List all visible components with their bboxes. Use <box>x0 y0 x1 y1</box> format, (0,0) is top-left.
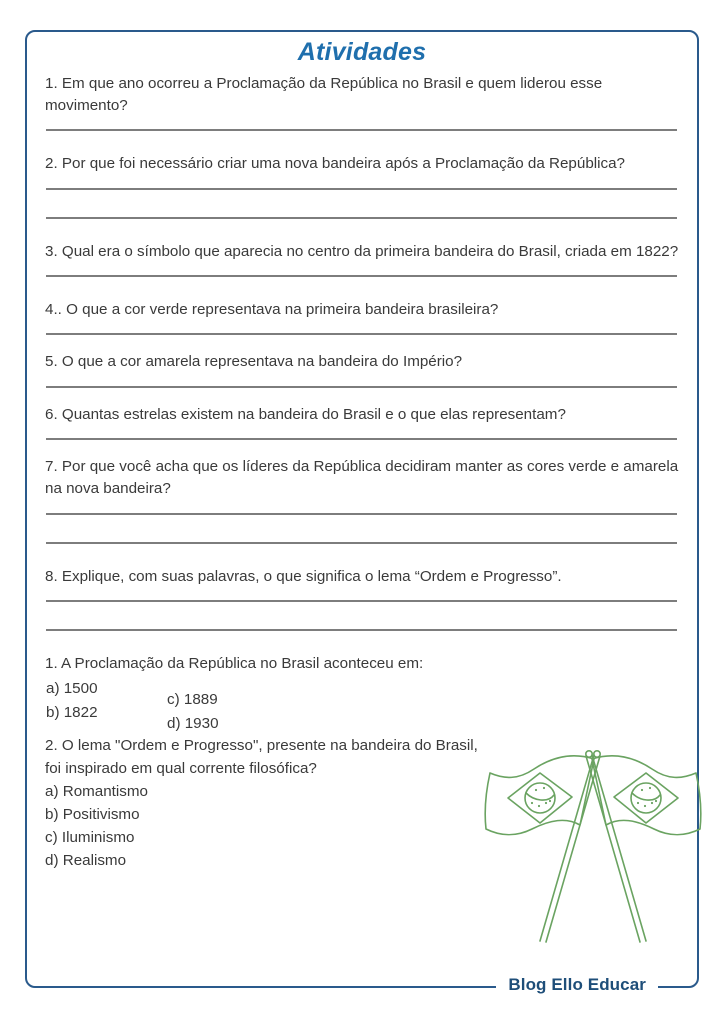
mc-question-text-1: 1. A Proclamação da República no Brasil aconteceu em: <box>45 654 424 672</box>
mc-question-text-2: 2. O lema "Ordem e Progresso", presente na bandeira do Brasil, foi inspirado em qual corrente filosófica? <box>45 737 478 777</box>
spacer <box>45 131 679 153</box>
page-title: Atividades <box>297 38 427 66</box>
question-block-6 <box>45 404 679 440</box>
question-block-7 <box>45 456 679 544</box>
brand-label: Blog Ello Educar <box>496 975 658 995</box>
question-block-4 <box>45 299 679 335</box>
mc-option-c[interactable]: c) Iluminismo <box>45 829 135 847</box>
question-text-5: 5. O que a cor amarela representava na bandeira do Império? <box>45 353 463 371</box>
spacer <box>45 631 679 653</box>
question-text-8: 8. Explique, com suas palavras, o que significa o lema “Ordem e Progresso”. <box>45 567 562 585</box>
answer-line[interactable] <box>46 188 677 190</box>
worksheet-content <box>25 30 699 988</box>
mc-option-a[interactable]: a) 1500 <box>46 680 98 698</box>
question-text-1: 1. Em que ano ocorreu a Proclamação da República no Brasil e quem liderou esse movimento? <box>45 74 603 114</box>
answer-lines-2 <box>45 188 679 219</box>
mc-options-right-column <box>167 688 219 735</box>
question-text-4: 4.. O que a cor verde representava na primeira bandeira brasileira? <box>45 300 499 318</box>
question-text-6: 6. Quantas estrelas existem na bandeira do Brasil e o que elas representam? <box>45 405 566 423</box>
mc-option-a[interactable]: a) Romantismo <box>45 782 148 800</box>
answer-lines-7 <box>45 513 679 544</box>
mc-options-left-column <box>46 677 98 724</box>
mc-options-columns-1 <box>45 677 679 732</box>
question-text-3: 3. Qual era o símbolo que aparecia no centro da primeira bandeira do Brasil, criada em 1822? <box>45 242 679 260</box>
answer-lines-8 <box>45 600 679 631</box>
spacer <box>45 440 679 456</box>
question-block-1 <box>45 73 679 132</box>
spacer <box>45 544 679 566</box>
mc-option-d[interactable]: d) 1930 <box>167 714 219 732</box>
spacer <box>45 388 679 404</box>
spacer <box>45 335 679 351</box>
multiple-choice-block-2 <box>45 735 485 872</box>
mc-option-c[interactable]: c) 1889 <box>167 691 218 709</box>
question-text-2: 2. Por que foi necessário criar uma nova bandeira após a Proclamação da República? <box>45 155 625 173</box>
mc-options-2 <box>45 780 485 872</box>
answer-line[interactable] <box>46 600 677 602</box>
question-block-8 <box>45 566 679 631</box>
mc-option-b[interactable]: b) Positivismo <box>45 806 140 824</box>
question-block-5 <box>45 351 679 387</box>
mc-option-d[interactable]: d) Realismo <box>45 852 127 870</box>
question-block-3 <box>45 241 679 277</box>
mc-option-b[interactable]: b) 1822 <box>46 703 98 721</box>
question-text-7: 7. Por que você acha que os líderes da República decidiram manter as cores verde e amarela na nova bandeira? <box>45 457 679 498</box>
spacer <box>45 219 679 241</box>
spacer <box>45 277 679 299</box>
answer-line[interactable] <box>46 513 677 515</box>
multiple-choice-block-1 <box>45 653 679 732</box>
question-block-2 <box>45 153 679 218</box>
